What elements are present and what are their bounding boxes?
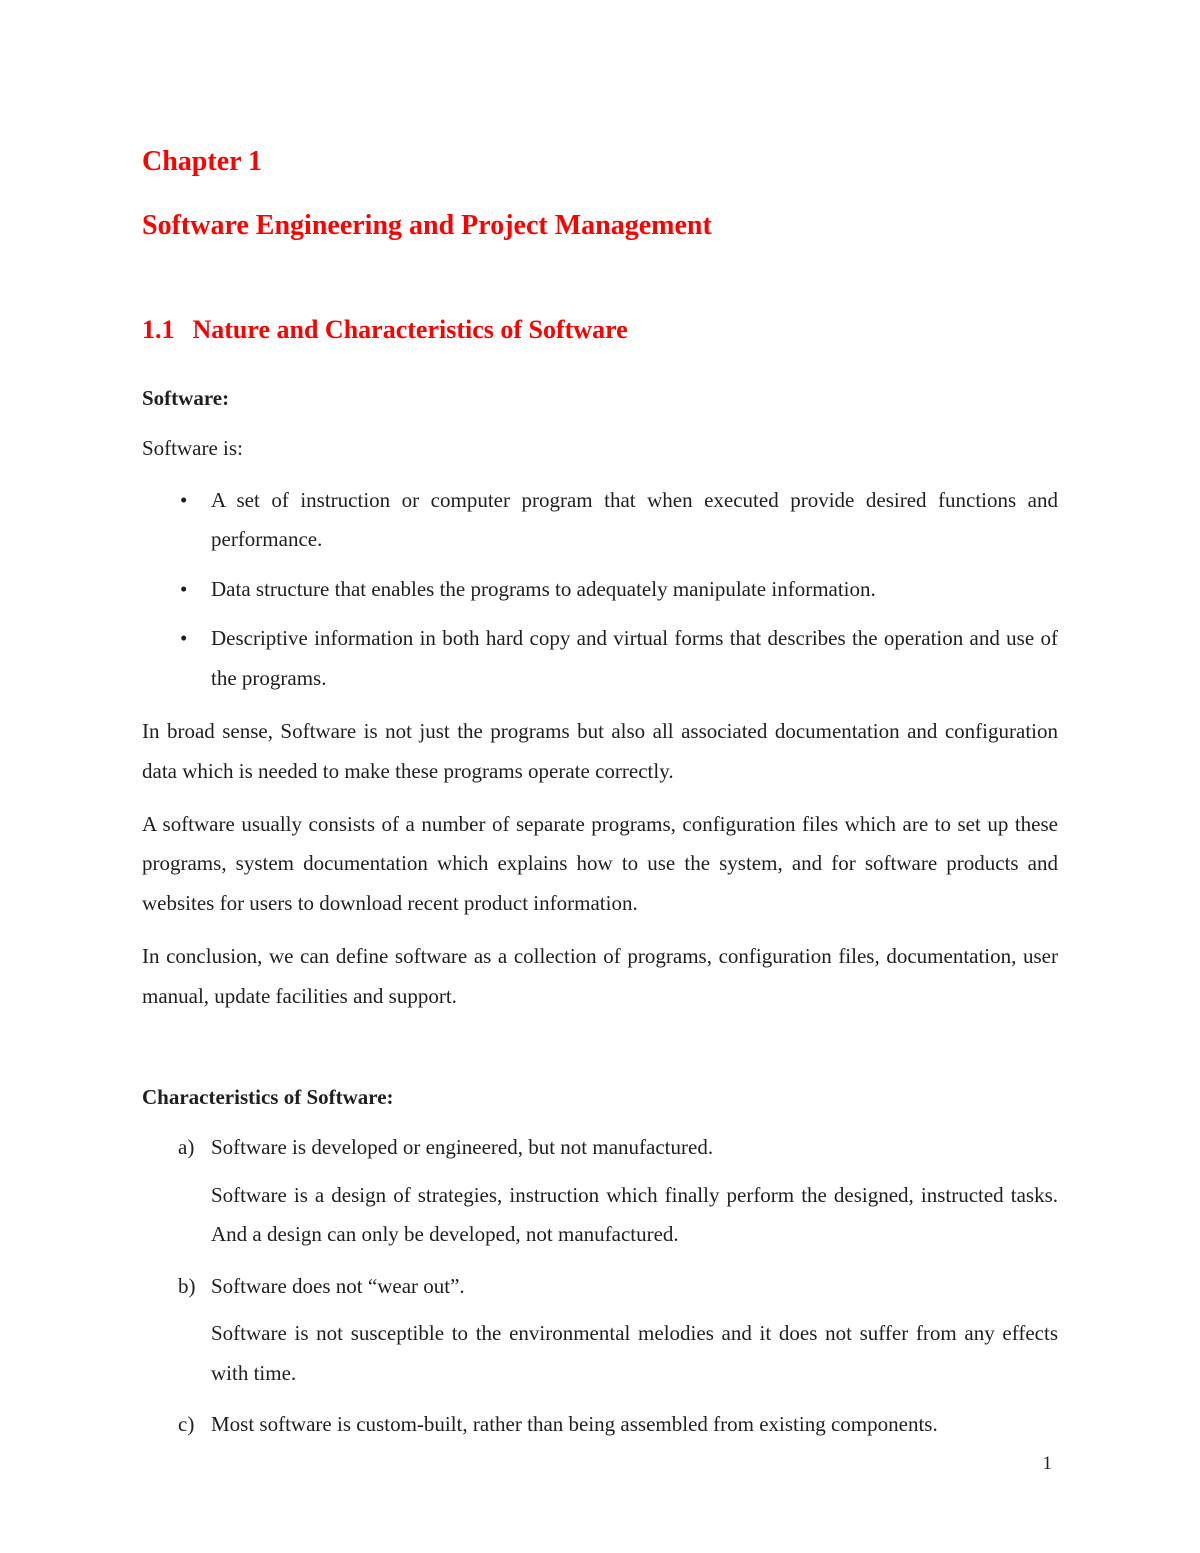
software-bullet-list bbox=[142, 481, 1058, 698]
section-heading bbox=[142, 314, 1058, 345]
characteristic-title: Software does not “wear out”. bbox=[211, 1273, 465, 1298]
paragraph-conclusion: In conclusion, we can define software as a collection of programs, configuration files, documentation, user manual, update facilities and support. bbox=[142, 944, 1058, 1008]
bullet-icon: • bbox=[180, 576, 188, 601]
software-intro: Software is: bbox=[142, 436, 243, 461]
characteristic-body bbox=[211, 1128, 1058, 1254]
bullet-text: A set of instruction or computer program that when executed provide desired functions and performance. bbox=[211, 487, 1058, 552]
list-marker-c: c) bbox=[178, 1412, 195, 1437]
section-number: 1.1 bbox=[142, 315, 175, 345]
software-label: Software: bbox=[142, 386, 230, 411]
bullet-item bbox=[142, 570, 1058, 609]
bullet-icon: • bbox=[180, 487, 188, 512]
list-marker-b: b) bbox=[178, 1273, 196, 1298]
section-title: Nature and Characteristics of Software bbox=[192, 315, 628, 345]
characteristic-item-b bbox=[142, 1267, 1058, 1393]
characteristics-list bbox=[142, 1128, 1058, 1444]
bullet-text: Data structure that enables the programs to adequately manipulate information. bbox=[211, 576, 876, 601]
characteristic-body bbox=[211, 1267, 1058, 1393]
paragraph-software-consists: A software usually consists of a number of separate programs, configuration files which are to set up these programs, system documentation which explains how to use the system, and for software products and websites for users to download recent product information. bbox=[142, 812, 1058, 915]
characteristic-title: Software is developed or engineered, but not manufactured. bbox=[211, 1135, 714, 1160]
bullet-icon: • bbox=[180, 626, 188, 651]
page-number: 1 bbox=[1042, 1453, 1052, 1474]
chapter-heading: Chapter 1 bbox=[142, 146, 263, 177]
characteristic-item-a bbox=[142, 1128, 1058, 1254]
characteristic-body bbox=[211, 1405, 1058, 1444]
characteristics-heading: Characteristics of Software: bbox=[142, 1085, 394, 1110]
list-marker-a: a) bbox=[178, 1135, 195, 1160]
bullet-item bbox=[142, 481, 1058, 560]
characteristic-title: Most software is custom-built, rather than being assembled from existing components. bbox=[211, 1412, 938, 1437]
bullet-text: Descriptive information in both hard copy and virtual forms that describes the operation and use of the programs. bbox=[211, 626, 1058, 690]
bullet-item bbox=[142, 619, 1058, 698]
chapter-title: Software Engineering and Project Management bbox=[142, 209, 712, 241]
characteristic-detail: Software is not susceptible to the environmental melodies and it does not suffer from any effects with time. bbox=[211, 1321, 1058, 1385]
characteristic-detail: Software is a design of strategies, instruction which finally perform the designed, instructed tasks. And a design can only be developed, not manufactured. bbox=[211, 1182, 1058, 1247]
paragraph-broad-sense: In broad sense, Software is not just the programs but also all associated documentation and configuration data which is needed to make these programs operate correctly. bbox=[142, 719, 1058, 783]
characteristic-item-c bbox=[142, 1405, 1058, 1444]
